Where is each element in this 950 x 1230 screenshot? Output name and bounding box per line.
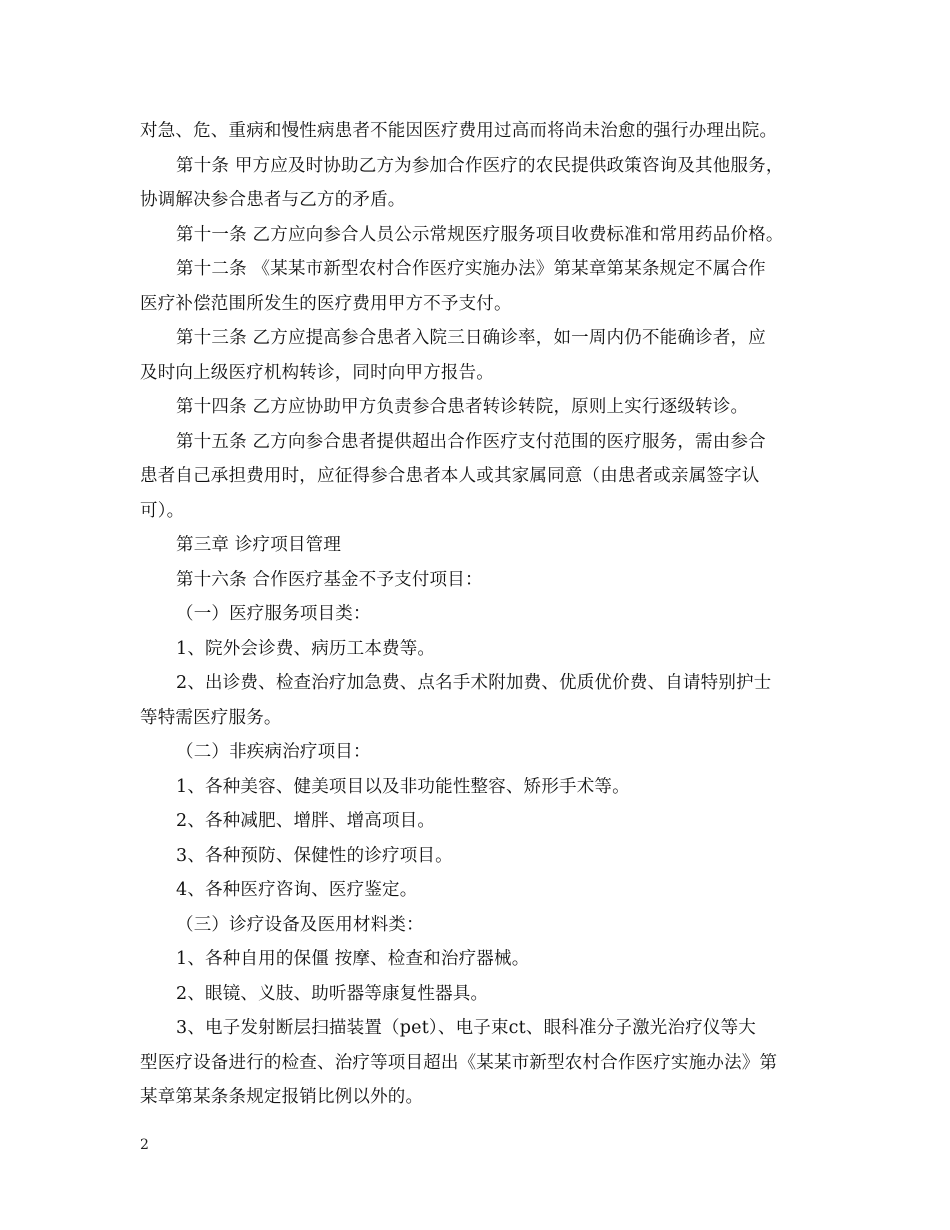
text-line: 型医疗设备进行的检查、治疗等项目超出《某某市新型农村合作医疗实施办法》第	[140, 1052, 778, 1073]
text-line: 等特需医疗服务。	[140, 707, 282, 728]
text-line: 2、各种减肥、增胖、增高项目。	[176, 811, 436, 831]
text-line: 第十三条 乙方应提高参合患者入院三日确诊率，如一周内仍不能确诊者，应	[176, 328, 766, 348]
text-line: 第十条 甲方应及时协助乙方为参加合作医疗的农民提供政策咨询及其他服务，	[176, 155, 784, 176]
text-line: 及时向上级医疗机构转诊，同时向甲方报告。	[140, 362, 494, 383]
text-line: 1、各种自用的保僵 按摩、检查和治疗器械。	[176, 949, 530, 969]
text-line: 4、各种医疗咨询、医疗鉴定。	[176, 880, 418, 900]
text-line: 2、出诊费、检查治疗加急费、点名手术附加费、优质优价费、自请特别护士	[176, 673, 772, 693]
text-line: 3、电子发射断层扫描装置（pet）、电子束ct、眼科准分子激光治疗仪等大	[176, 1018, 757, 1038]
text-line: 1、各种美容、健美项目以及非功能性整容、矫形手术等。	[176, 776, 630, 797]
text-line: 第十五条 乙方向参合患者提供超出合作医疗支付范围的医疗服务，需由参合	[176, 431, 766, 452]
text-line: 协调解决参合患者与乙方的矛盾。	[140, 190, 406, 210]
document-body	[140, 114, 820, 1115]
text-line: （二）非疾病治疗项目：	[176, 742, 371, 762]
text-line: 第十二条 《某某市新型农村合作医疗实施办法》第某章第某条规定不属合作	[176, 259, 766, 279]
text-line: 可）。	[140, 500, 185, 521]
text-line: 医疗补偿范围所发生的医疗费用甲方不予支付。	[140, 293, 512, 314]
text-line: （一）医疗服务项目类：	[176, 604, 371, 624]
text-line: 第十一条 乙方应向参合人员公示常规医疗服务项目收费标准和常用药品价格。	[176, 224, 784, 245]
text-line: 患者自己承担费用时，应征得参合患者本人或其家属同意（由患者或亲属签字认	[140, 466, 760, 486]
text-line: 1、院外会诊费、病历工本费等。	[176, 638, 436, 659]
text-line: 对急、危、重病和慢性病患者不能因医疗费用过高而将尚未治愈的强行办理出院。	[140, 121, 778, 141]
text-line: 第十六条 合作医疗基金不予支付项目：	[176, 569, 483, 590]
page-number: 2	[140, 1137, 149, 1153]
text-line: （三）诊疗设备及医用材料类：	[176, 914, 424, 935]
text-line: 某章第某条条规定报销比例以外的。	[140, 1087, 424, 1107]
text-line: 第十四条 乙方应协助甲方负责参合患者转诊转院，原则上实行逐级转诊。	[176, 397, 749, 417]
text-line: 2、眼镜、义肢、助听器等康复性器具。	[176, 983, 489, 1004]
text-line: 3、各种预防、保健性的诊疗项目。	[176, 845, 453, 866]
text-line: 第三章 诊疗项目管理	[176, 535, 342, 555]
